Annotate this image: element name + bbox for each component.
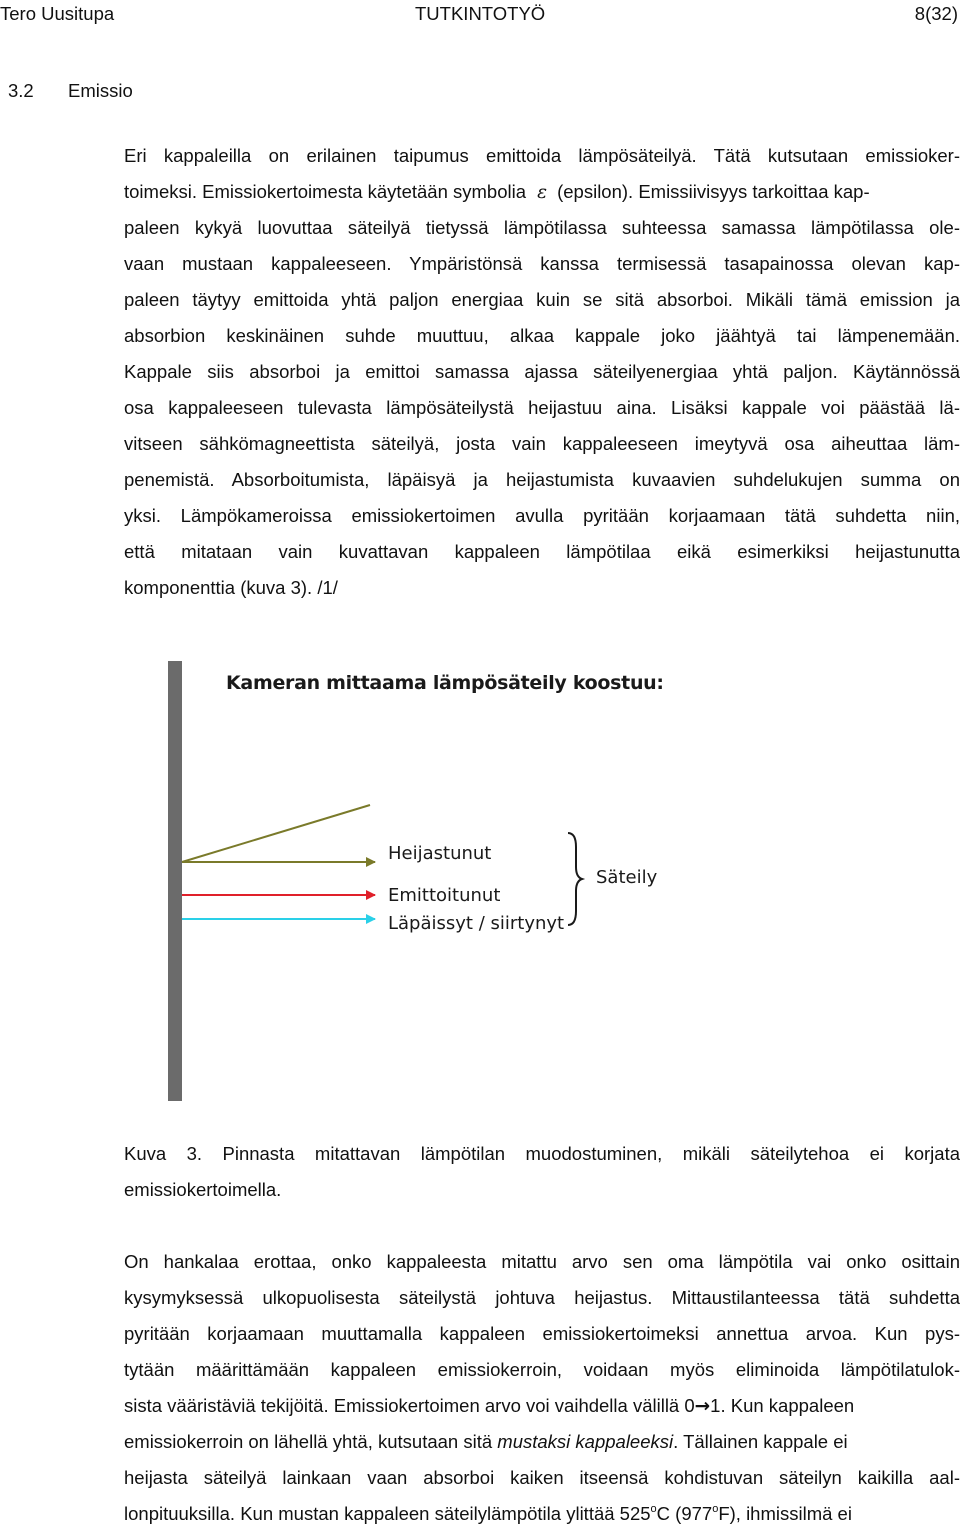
degree-superscript: o xyxy=(712,1503,719,1515)
paragraph-line: pyritään korjaamaan muuttamalla kappaleen emissiokertoimeksi annettua arvoa. Kun pys- xyxy=(124,1323,960,1344)
paragraph-line: paleen täytyy emittoida yhtä paljon energiaa kuin se sitä absorboi. Mikäli tämä emission ja xyxy=(124,289,960,310)
paragraph-line: yksi. Lämpökameroissa emissiokertoimen avulla pyritään korjaamaan tätä suhdetta niin, xyxy=(124,505,960,526)
paragraph-line: toimeksi. Emissiokertoimesta käytetään symbolia ε (epsilon). Emissiivisyys tarkoittaa kap- xyxy=(124,181,870,203)
paragraph-line: että mitataan vain kuvattavan kappaleen lämpötilaa eikä esimerkiksi heijastunutta xyxy=(124,541,960,562)
paragraph-line: vaan mustaan kappaleeseen. Ympäristönsä kanssa termisessä tasapainossa olevan kap- xyxy=(124,253,960,274)
paragraph-line: Kappale siis absorboi ja emittoi samassa ajassa säteilyenergiaa yhtä paljon. Käytännössä xyxy=(124,361,960,382)
label-radiation-group: Säteily xyxy=(596,867,658,888)
group-brace xyxy=(568,833,582,925)
radiation-diagram-svg xyxy=(160,655,820,1105)
paragraph-line: absorbion keskinäinen suhde muuttuu, alkaa kappale joko jäähtyä tai lämpenemään. xyxy=(124,325,960,346)
surface-wall xyxy=(168,661,182,1101)
figure-title: Kameran mittaama lämpösäteily koostuu: xyxy=(226,672,664,694)
paragraph-line: Eri kappaleilla on erilainen taipumus emittoida lämpösäteilyä. Tätä kutsutaan emissioker- xyxy=(124,145,960,166)
epsilon-symbol: ε xyxy=(537,182,548,203)
paragraph-line: penemistä. Absorboitumista, läpäisyä ja heijastumista kuvaavien suhdelukujen summa on xyxy=(124,469,960,490)
section-title: Emissio xyxy=(68,80,133,101)
paragraph-line: On hankalaa erottaa, onko kappaleesta mitattu arvo sen oma lämpötila vai onko osittain xyxy=(124,1251,960,1272)
degree-superscript: o xyxy=(650,1503,657,1515)
paragraph-line: sista vääristäviä tekijöitä. Emissiokertoimen arvo voi vaihdella välillä 0→1. Kun kappaleen xyxy=(124,1395,855,1417)
paragraph-line: lonpituuksilla. Kun mustan kappaleen säteilylämpötila ylittää 525$^o$C (977$^o$F), ihmissilmä ei xyxy=(124,1503,852,1524)
paragraph-line: osa kappaleeseen tulevasta lämpösäteilystä heijastuu aina. Lisäksi kappale voi päästää lä- xyxy=(124,397,960,418)
radiation-diagram xyxy=(160,655,820,1105)
emphasis-term: mustaksi kappaleeksi xyxy=(497,1431,674,1452)
caption-line: emissiokertoimella. xyxy=(124,1179,282,1200)
paragraph-line: tytään määrittämään kappaleen emissiokerroin, voidaan myös eliminoida lämpötilatulok- xyxy=(124,1359,960,1380)
incident-ray xyxy=(182,805,370,862)
label-emitted: Emittoitunut xyxy=(388,885,501,906)
label-reflected: Heijastunut xyxy=(388,843,492,864)
header-doc-type: TUTKINTOTYÖ xyxy=(415,3,546,24)
header-page-number: 8(32) xyxy=(914,3,958,24)
label-transmitted: Läpäissyt / siirtynyt xyxy=(388,913,565,934)
paragraph-line: heijasta säteilyä lainkaan vaan absorboi kaiken itseensä kohdistuvan säteilyn kaikilla aal- xyxy=(124,1467,960,1488)
paragraph-line: komponenttia (kuva 3). /1/ xyxy=(124,577,338,598)
header-author: Tero Uusitupa xyxy=(0,3,115,24)
caption-line: Kuva 3. Pinnasta mitattavan lämpötilan muodostuminen, mikäli säteilytehoa ei korjata xyxy=(124,1143,960,1164)
paragraph-line: kysymyksessä ulkopuolisesta säteilystä johtuva heijastus. Mittaustilanteessa tätä suhdetta xyxy=(124,1287,960,1308)
arrow-symbol: → xyxy=(694,1396,711,1417)
paragraph-line: paleen kykyä luovuttaa säteilyä tietyssä lämpötilassa suhteessa samassa lämpötilassa ole- xyxy=(124,217,960,238)
paragraph-line: vitseen sähkömagneettista säteilyä, josta vain kappaleeseen imeytyvä osa aiheuttaa läm- xyxy=(124,433,960,454)
section-number: 3.2 xyxy=(8,80,34,101)
paragraph-line: emissiokerroin on lähellä yhtä, kutsutaan sitä mustaksi kappaleeksi. Tällainen kappale ei xyxy=(124,1431,848,1452)
